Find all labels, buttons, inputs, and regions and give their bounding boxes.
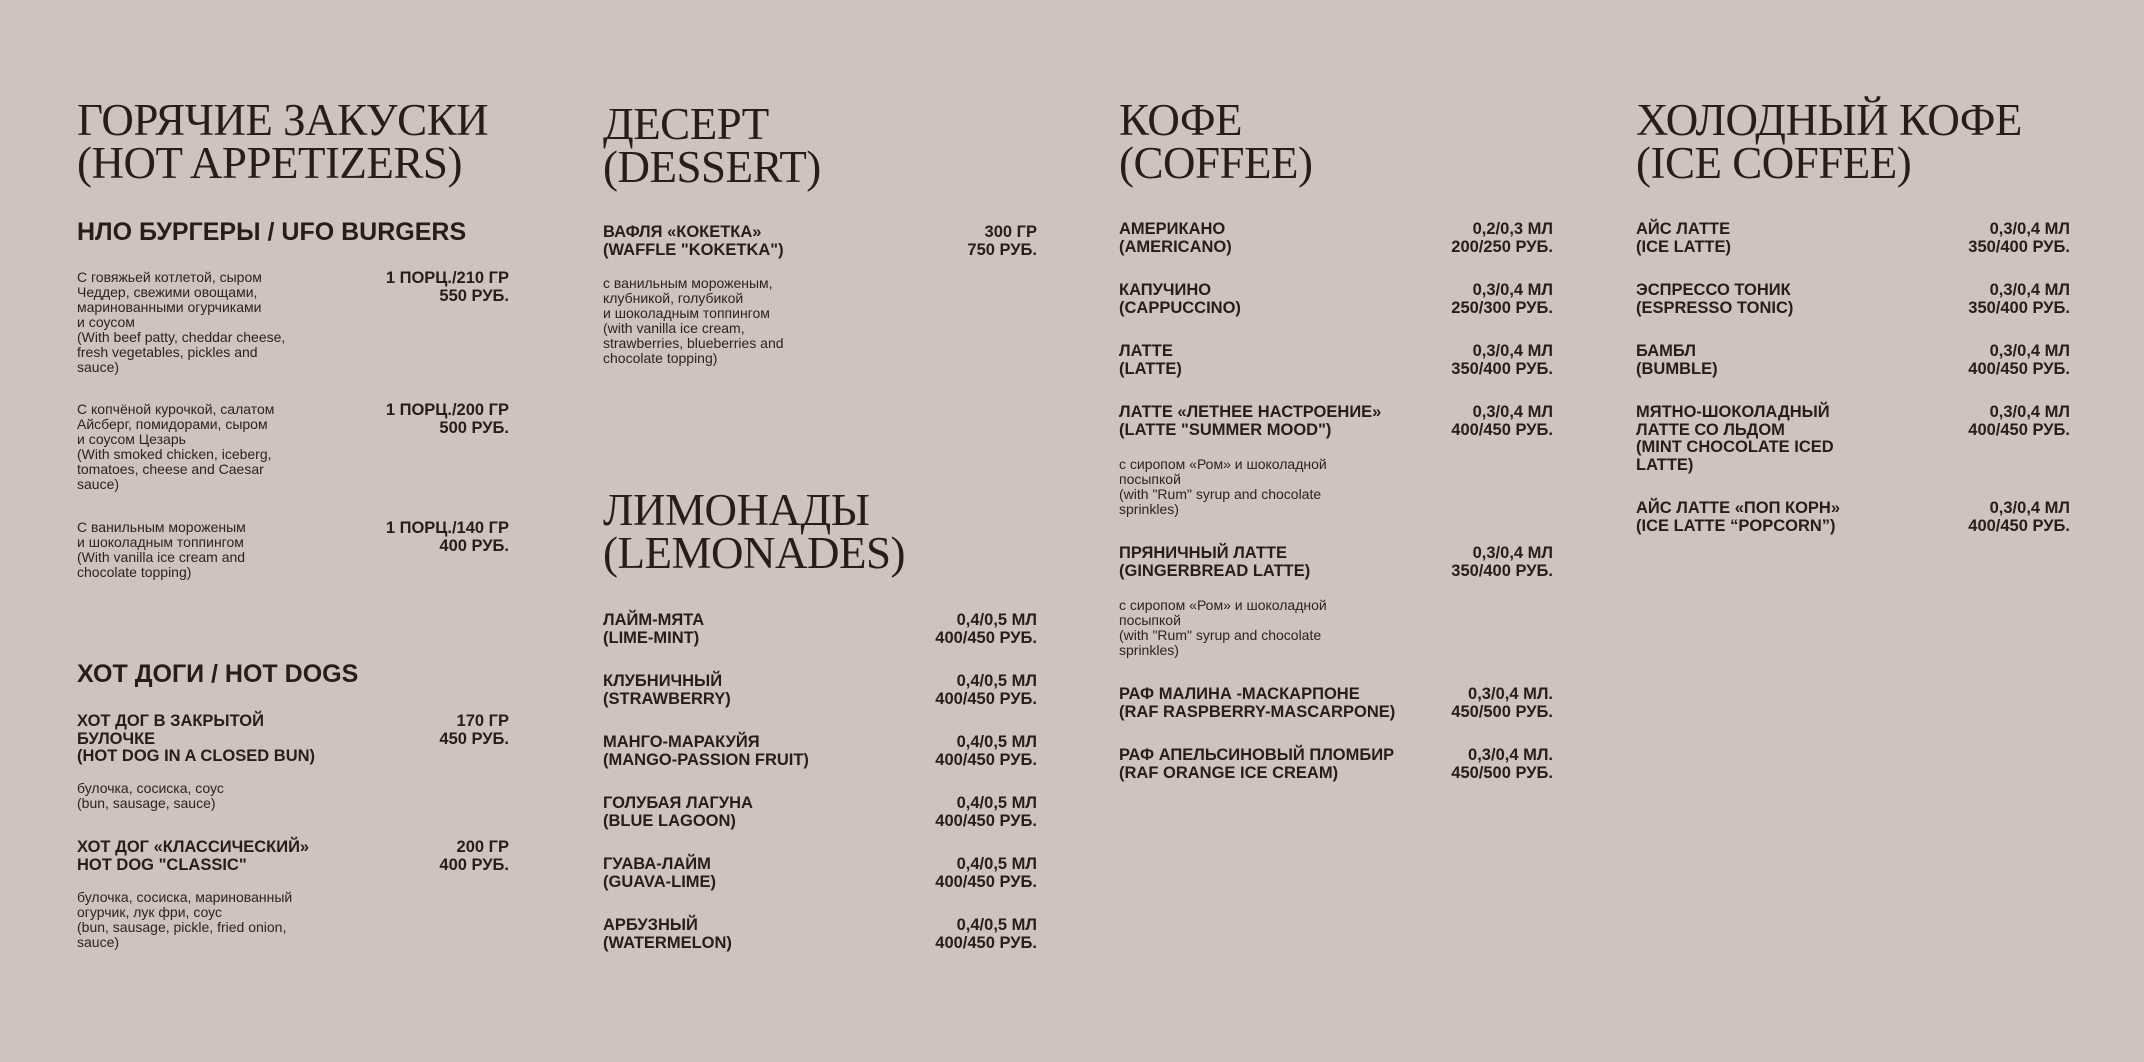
item-price: 0,3/0,4 МЛ. 450/500 РУБ. (1451, 746, 1553, 782)
item-price: 0,4/0,5 МЛ 400/450 РУБ. (935, 611, 1037, 647)
item-name: АЙС ЛАТТЕ «ПОП КОРН» (ICE LATTE “POPCORN”) (1636, 499, 1841, 535)
item-price: 1 ПОРЦ./140 ГР 400 РУБ. (385, 519, 509, 555)
item-price: 170 ГР 450 РУБ. (439, 712, 509, 748)
section-title-dessert: ДЕСЕРТ (DESSERT) (603, 99, 821, 192)
item-description: булочка, сосиска, соус (bun, sausage, sauce) (77, 780, 224, 811)
item-name: ХОТ ДОГ В ЗАКРЫТОЙ БУЛОЧКЕ (HOT DOG IN A CLOSED BUN) (77, 712, 316, 765)
item-name: ЛАЙМ-МЯТА (LIME-MINT) (603, 611, 705, 647)
item-price: 0,3/0,4 МЛ 400/450 РУБ. (1968, 403, 2070, 439)
item-price: 0,3/0,4 МЛ 250/300 РУБ. (1451, 281, 1553, 317)
item-price: 0,3/0,4 МЛ 350/400 РУБ. (1451, 544, 1553, 580)
item-price: 0,3/0,4 МЛ 350/400 РУБ. (1968, 281, 2070, 317)
item-name: МЯТНО-ШОКОЛАДНЫЙ ЛАТТЕ СО ЛЬДОМ (MINT CHOCOLATE ICED LATTE) (1636, 403, 1834, 474)
item-price: 0,3/0,4 МЛ. 450/500 РУБ. (1451, 685, 1553, 721)
section-title-coffee: КОФЕ (COFFEE) (1119, 95, 1313, 188)
item-name: КЛУБНИЧНЫЙ (STRAWBERRY) (603, 672, 731, 708)
section-title-hot-appetizers: ГОРЯЧИЕ ЗАКУСКИ (HOT APPETIZERS) (77, 95, 489, 188)
item-description: с сиропом «Ром» и шоколадной посыпкой (with "Rum" syrup and chocolate sprinkles) (1119, 456, 1327, 517)
item-description: с сиропом «Ром» и шоколадной посыпкой (with "Rum" syrup and chocolate sprinkles) (1119, 597, 1327, 658)
item-name: РАФ МАЛИНА -МАСКАРПОНЕ (RAF RASPBERRY-MASCARPONE) (1119, 685, 1396, 721)
item-description: с ванильным мороженым, клубникой, голубикой и шоколадным топпингом (with vanilla ice cream, strawberries, blueberries and chocolate topping) (603, 275, 784, 366)
item-name: ЛАТТЕ «ЛЕТНЕЕ НАСТРОЕНИЕ» (LATTE "SUMMER MOOD") (1119, 403, 1382, 439)
item-name: ХОТ ДОГ «КЛАССИЧЕСКИЙ» HOT DOG "CLASSIC" (77, 838, 310, 874)
item-price: 0,3/0,4 МЛ 400/450 РУБ. (1451, 403, 1553, 439)
item-name: ЛАТТЕ (LATTE) (1119, 342, 1182, 378)
item-name: АЙС ЛАТТЕ (ICE LATTE) (1636, 220, 1732, 256)
item-price: 0,3/0,4 МЛ 400/450 РУБ. (1968, 499, 2070, 535)
subsection-title-ufo-burgers: НЛО БУРГЕРЫ / UFO BURGERS (77, 218, 467, 246)
item-price: 300 ГР 750 РУБ. (967, 223, 1037, 259)
item-price: 0,4/0,5 МЛ 400/450 РУБ. (935, 916, 1037, 952)
item-name: МАНГО-МАРАКУЙЯ (MANGO-PASSION FRUIT) (603, 733, 809, 769)
item-description: С ванильным мороженым и шоколадным топпингом (With vanilla ice cream and chocolate topping) (77, 519, 246, 580)
item-name: АРБУЗНЫЙ (WATERMELON) (603, 916, 732, 952)
item-name: ГУАВА-ЛАЙМ (GUAVA-LIME) (603, 855, 717, 891)
item-name: ЭСПРЕССО ТОНИК (ESPRESSO TONIC) (1636, 281, 1794, 317)
item-price: 0,4/0,5 МЛ 400/450 РУБ. (935, 794, 1037, 830)
item-name: ВАФЛЯ «КОКЕТКА» (WAFFLE "KOKETKA") (603, 223, 784, 259)
item-price: 200 ГР 400 РУБ. (439, 838, 509, 874)
subsection-title-hot-dogs: ХОТ ДОГИ / HOT DOGS (77, 660, 359, 688)
item-name: КАПУЧИНО (CAPPUCCINO) (1119, 281, 1241, 317)
item-description: С говяжьей котлетой, сыром Чеддер, свежими овощами, маринованными огурчиками и соусом (With beef patty, cheddar cheese, fresh vegetables, pickles and sauce) (77, 269, 286, 375)
item-price: 1 ПОРЦ./200 ГР 500 РУБ. (385, 401, 509, 437)
item-price: 0,4/0,5 МЛ 400/450 РУБ. (935, 733, 1037, 769)
item-name: ГОЛУБАЯ ЛАГУНА (BLUE LAGOON) (603, 794, 753, 830)
item-price: 0,3/0,4 МЛ 350/400 РУБ. (1968, 220, 2070, 256)
item-price: 0,2/0,3 МЛ 200/250 РУБ. (1451, 220, 1553, 256)
item-description: С копчёной курочкой, салатом Айсберг, помидорами, сыром и соусом Цезарь (With smoked chicken, iceberg, tomatoes, cheese and Caesar sauce) (77, 401, 275, 492)
item-price: 0,3/0,4 МЛ 400/450 РУБ. (1968, 342, 2070, 378)
section-title-lemonades: ЛИМОНАДЫ (LEMONADES) (603, 485, 905, 578)
item-name: АМЕРИКАНО (AMERICANO) (1119, 220, 1232, 256)
item-name: БАМБЛ (BUMBLE) (1636, 342, 1718, 378)
item-name: РАФ АПЕЛЬСИНОВЫЙ ПЛОМБИР (RAF ORANGE ICE CREAM) (1119, 746, 1395, 782)
item-name: ПРЯНИЧНЫЙ ЛАТТЕ (GINGERBREAD LATTE) (1119, 544, 1311, 580)
item-price: 0,3/0,4 МЛ 350/400 РУБ. (1451, 342, 1553, 378)
item-price: 0,4/0,5 МЛ 400/450 РУБ. (935, 855, 1037, 891)
item-price: 1 ПОРЦ./210 ГР 550 РУБ. (385, 269, 509, 305)
item-description: булочка, сосиска, маринованный огурчик, лук фри, соус (bun, sausage, pickle, fried onion, sauce) (77, 889, 293, 950)
item-price: 0,4/0,5 МЛ 400/450 РУБ. (935, 672, 1037, 708)
section-title-ice-coffee: ХОЛОДНЫЙ КОФЕ (ICE COFFEE) (1636, 95, 2022, 188)
